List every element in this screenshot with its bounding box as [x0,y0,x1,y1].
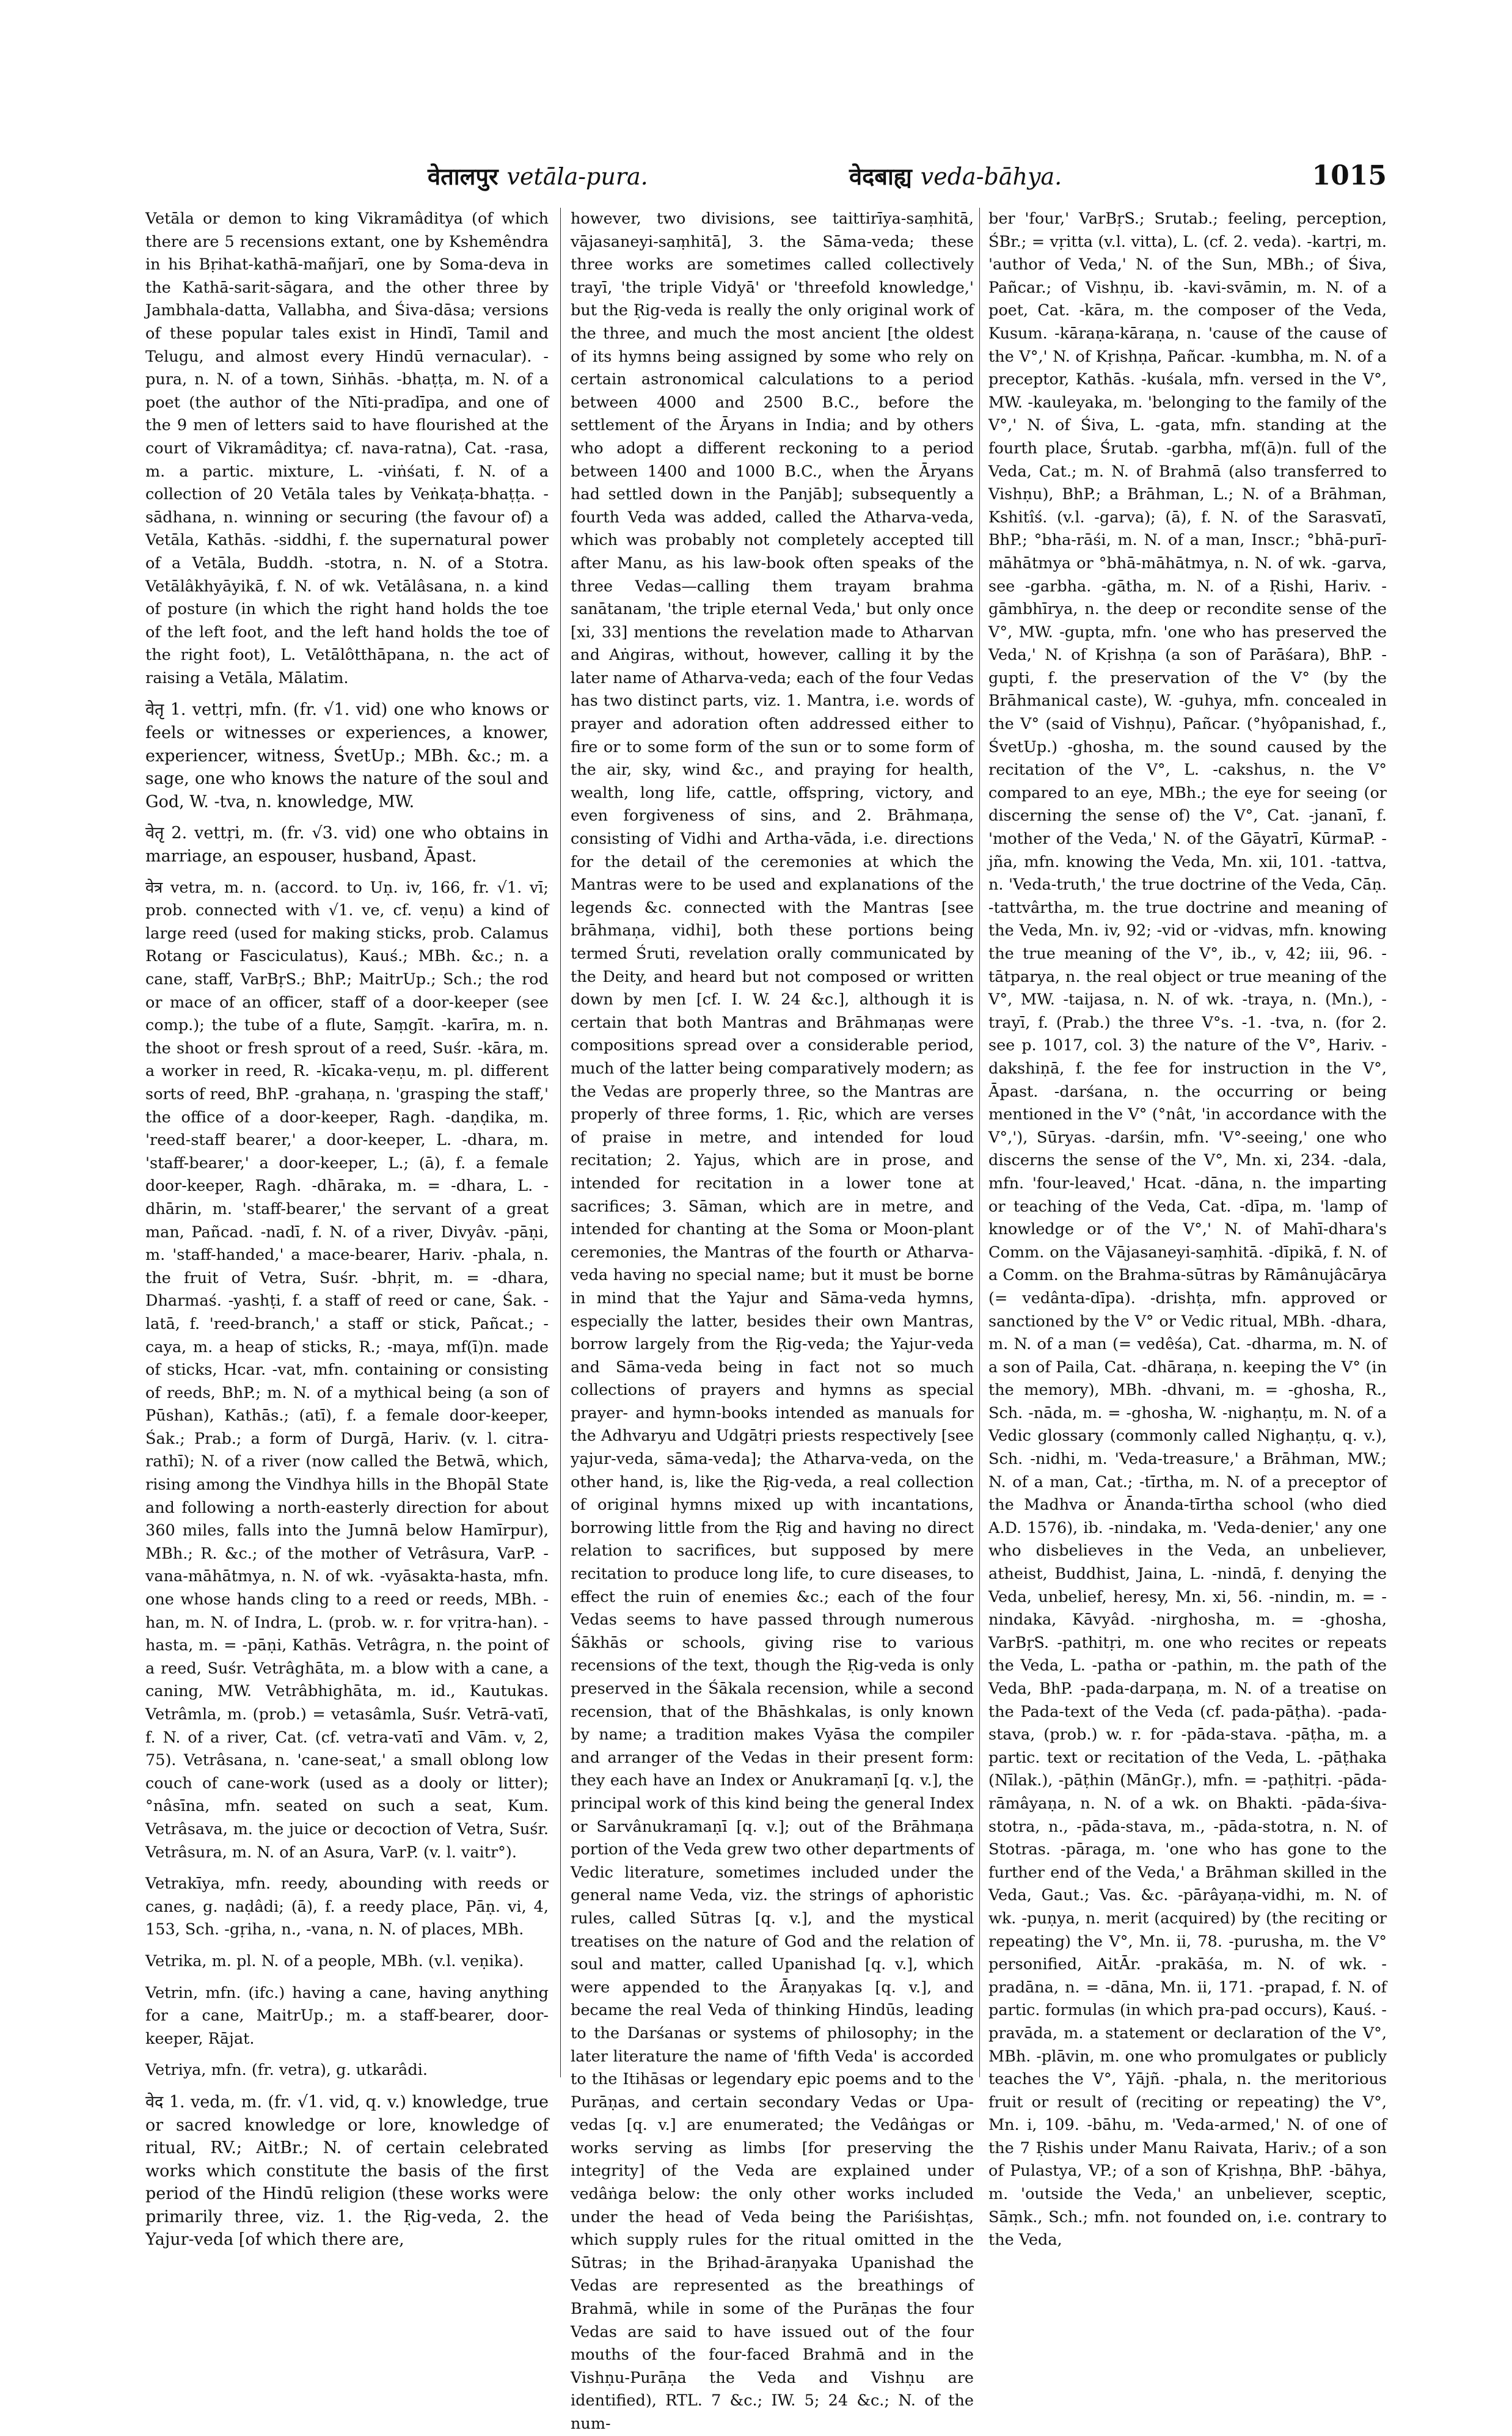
right-headword-transliteration: veda-bāhya. [920,163,1062,190]
right-headword [849,160,1062,192]
column-3 [988,208,1387,2250]
entry-veda: वेद 1. veda, m. (fr. √1. vid, q. v.) knowledge, true or sacred knowledge or lore, knowledge of ritual, RV.; AitBr.; N. of certain celebrated works which constitute the basis of the first period of the Hindū religion (these works were primarily three, viz. 1. the Ṛig-veda, 2. the Yajur-veda [of which there are, [145,2092,549,2250]
entry-vetala-compounds: Vetāla or demon to king Vikramâditya (of which there are 5 recensions extant, one by Kshemêndra in his Bṛihat-kathā-mañjarī, one by Soma-deva in the Kathā-sarit-sāgara, and the other three by Jambhala-datta, Vallabha, and Śiva-dāsa; versions of these popular tales exist in Hindī, Tamil and Telugu, and almost every Hindū vernacular). -pura, n. N. of a town, Siṅhās. -bhaṭṭa, m. N. of a poet (the author of the Nīti-pradīpa, and one of the 9 men of letters said to have flourished at the court of Vikramâditya; cf. nava-ratna), Cat. -rasa, m. a partic. mixture, L. -viṅśati, f. N. of a collection of 20 Vetāla tales by Veṅkaṭa-bhaṭṭa. -sādhana, n. winning or securing (the favour of) a Vetāla, Kathās. -siddhi, f. the supernatural power of a Vetāla, Buddh. -stotra, n. N. of a Stotra. Vetālâkhyāyikā, f. N. of wk. Vetālâsana, n. a kind of posture (in which the right hand holds the toe of the left foot, and the left hand holds the toe of the right foot), L. Vetālôtthāpana, n. the act of raising a Vetāla, Mālatim. [145,210,549,687]
entry-veda-continued: however, two divisions, see taittirīya-saṃhitā, vājasaneyi-saṃhitā], 3. the Sāma-veda; these three works are sometimes called collectively trayī, 'the triple Vidyā' or 'threefold knowledge,' but the Ṛig-veda is really the only original work of the three, and much the most ancient [the oldest of its hymns being assigned by some who rely on certain astronomical calculations to a period between 4000 and 2500 B.C., before the settlement of the Āryans in India; and by others who adopt a different reckoning to a period between 1400 and 1000 B.C., when the Āryans had settled down in the Panjāb]; subsequently a fourth Veda was added, called the Atharva-veda, which was probably not completely accepted till after Manu, as his law-book often speaks of the three Vedas—calling them trayam brahma sanātanam, 'the triple eternal Veda,' but only once [xi, 33] mentions the revelation made to Atharvan and Aṅgiras, without, however, calling it by the later name of Atharva-veda; each of the four Vedas has two distinct parts, viz. 1. Mantra, i.e. words of prayer and adoration often addressed either to fire or to some form of the sun or to some form of the air, sky, wind &c., and praying for health, wealth, long life, cattle, offspring, victory, and even forgiveness of sins, and 2. Brāhmaṇa, consisting of Vidhi and Artha-vāda, i.e. directions for the detail of the ceremonies at which the Mantras were to be used and explanations of the legends &c. connected with the Mantras [see brāhmaṇa, vidhi], both these portions being termed Śruti, revelation orally communicated by the Deity, and heard but not composed or written down by men [cf. I. W. 24 &c.], although it is certain that both Mantras and Brāhmaṇas were compositions spread over a considerable period, much of the latter being comparatively modern; as the Vedas are properly three, so the Mantras are properly of three forms, 1. Ṛic, which are verses of praise in metre, and intended for loud recitation; 2. Yajus, which are in prose, and intended for recitation in a lower tone at sacrifices; 3. Sāman, which are in metre, and intended for chanting at the Soma or Moon-plant ceremonies, the Mantras of the fourth or Atharva-veda having no special name; but it must be borne in mind that the Yajur and Sāma-veda hymns, especially the latter, besides their own Mantras, borrow largely from the Ṛig-veda; the Yajur-veda and Sāma-veda being in fact not so much collections of prayers and hymns as special prayer- and hymn-books intended as manuals for the Adhvaryu and Udgātṛi priests respectively [see yajur-veda, sāma-veda]; the Atharva-veda, on the other hand, is, like the Ṛig-veda, a real collection of original hymns mixed up with incantations, borrowing little from the Ṛig and having no direct relation to sacrifices, but supposed by mere recitation to produce long life, to cure diseases, to effect the ruin of enemies &c.; each of the four Vedas seems to have passed through numerous Śākhās or schools, giving rise to various recensions of the text, though the Ṛig-veda is only preserved in the Śākala recension, while a second recension, that of the Bhāshkalas, is only known by name; a tradition makes Vyāsa the compiler and arranger of the Vedas in their present form: they each have an Index or Anukramaṇī [q. v.], the principal work of this kind being the general Index or Sarvânukramaṇī [q. v.]; out of the Brāhmaṇa portion of the Veda grew two other departments of Vedic literature, sometimes included under the general name Veda, viz. the strings of aphoristic rules, called Sūtras [q. v.], and the mystical treatises on the nature of God and the relation of soul and matter, called Upanishad [q. v.], which were appended to the Āraṇyakas [q. v.], and became the real Veda of thinking Hindūs, leading to the Darśanas or systems of philosophy; in the later literature the name of 'fifth Veda' is accorded to the Itihāsas or legendary epic poems and to the Purāṇas, and certain secondary Vedas or Upa-vedas [q. v.] are enumerated; the Vedâṅgas or works serving as limbs [for preserving the integrity] of the Veda are explained under vedâṅga below: the only other works included under the head of Veda being the Pariśishṭas, which supply rules for the ritual omitted in the Sūtras; in the Bṛihad-āraṇyaka Upanishad the Vedas are represented as the breathings of Brahmā, while in some of the Purāṇas the four Vedas are said to have issued out of the four mouths of the four-faced Brahmā and in the Vishṇu-Purāṇa the Veda and Vishṇu are identified), RTL. 7 &c.; IW. 5; 24 &c.; N. of the num- [571,210,974,2433]
left-headword-devanagari: वेतालपुर [428,163,499,190]
entry-vetriya: Vetriya, mfn. (fr. vetra), g. utkarâdi. [145,2061,428,2080]
entry-vettri-1: वेतृ 1. vettṛi, mfn. (fr. √1. vid) one who knows or feels or witnesses or experiences, a knower, experiencer, witness, ŚvetUp.; MBh. &c.; m. a sage, one who knows the nature of the soul and God, W. -tva, n. knowledge, MW. [145,700,549,811]
left-headword [428,160,648,192]
column-1 [145,208,549,2250]
column-2 [571,208,974,2433]
left-headword-transliteration: vetāla-pura. [506,163,648,190]
entry-vetra: वेत्र vetra, m. n. (accord. to Uṇ. iv, 166, fr. √1. vī; prob. connected with √1. ve, cf. veṇu) a kind of large reed (used for making sticks, prob. Calamus Rotang or Fasciculatus), Kauś.; MBh. &c.; n. a cane, staff, VarBṛS.; BhP.; MaitrUp.; Sch.; the rod or mace of an officer, staff of a door-keeper (see comp.); the tube of a flute, Saṃgīt. -karīra, m. n. the shoot or fresh sprout of a reed, Suśr. -kāra, m. a worker in reed, R. -kīcaka-veṇu, m. pl. different sorts of reed, BhP. -grahaṇa, n. 'grasping the staff,' the office of a door-keeper, Ragh. -daṇḍika, m. 'reed-staff bearer,' a door-keeper, L. -dhara, m. 'staff-bearer,' a door-keeper, L.; (ā), f. a female door-keeper, Ragh. -dhāraka, m. = -dhara, L. -dhārin, m. 'staff-bearer,' the servant of a great man, Pañcad. -nadī, f. N. of a river, Divyâv. -pāṇi, m. 'staff-handed,' a mace-bearer, Hariv. -phala, n. the fruit of Vetra, Suśr. -bhṛit, m. = -dhara, Dharmaś. -yashṭi, f. a staff of reed or cane, Śak. -latā, f. 'reed-branch,' a staff or stick, Pañcat.; -caya, m. a heap of sticks, R.; -maya, mf(ī)n. made of sticks, Hcar. -vat, mfn. containing or consisting of reeds, BhP.; m. N. of a mythical being (a son of Pūshan), Kathās.; (atī), f. a female door-keeper, Śak.; Prab.; a form of Durgā, Hariv. (v. l. citra-rathī); N. of a river (now called the Betwā, which, rising among the Vindhya hills in the Bhopāl State and following a north-easterly direction for about 360 miles, falls into the Jumnā below Hamīrpur), MBh.; R. &c.; of the mother of Vetrâsura, VarP. -vana-māhātmya, n. N. of wk. -vyāsakta-hasta, mfn. one whose hands cling to a reed or reeds, MBh. -han, m. N. of Indra, L. (prob. w. r. for vṛitra-han). -hasta, m. = -pāṇi, Kathās. Vetrâgra, n. the point of a reed, Suśr. Vetrâghāta, m. a blow with a cane, a caning, MW. Vetrâbhighāta, m. id., Kautukas. Vetrâmla, m. (prob.) = vetasâmla, Suśr. Vetrā-vatī, f. N. of a river, Cat. (cf. vetra-vatī and Vām. v, 2, 75). Vetrâsana, n. 'cane-seat,' a small oblong low couch of cane-work (used as a dooly or litter); °nâsīna, mfn. seated on such a seat, Kum. Vetrâsava, m. the juice or decoction of Vetra, Suśr. Vetrâsura, m. N. of an Asura, VarP. (v. l. vaitr°). [145,878,549,1862]
page-number: 1015 [1312,160,1387,191]
page-header [141,160,1387,203]
entry-vettri-2: वेतृ 2. vettṛi, m. (fr. √3. vid) one who obtains in marriage, an espouser, husband, Āpast. [145,824,549,866]
right-headword-devanagari: वेदबाह्य [849,163,912,190]
entry-veda-compounds: ber 'four,' VarBṛS.; Srutab.; feeling, perception, ŚBr.; = vṛitta (v.l. vitta), L. (cf. 2. veda). -kartṛi, m. 'author of Veda,' N. of the Sun, MBh.; of Śiva, Pañcar.; of Vishṇu, ib. -kavi-svāmin, m. N. of a poet, Cat. -kāra, m. the composer of the Veda, Kusum. -kāraṇa-kāraṇa, n. 'cause of the cause of the V°,' N. of Kṛishṇa, Pañcar. -kumbha, m. N. of a preceptor, Kathās. -kuśala, mfn. versed in the V°, MW. -kauleyaka, m. 'belonging to the family of the V°,' N. of Śiva, L. -gata, mfn. standing at the fourth place, Śrutab. -garbha, mf(ā)n. full of the Veda, Cat.; m. N. of Brahmā (also transferred to Vishṇu), BhP.; a Brāhman, L.; N. of a Brāhman, Kshitîś. (v.l. -garva); (ā), f. N. of the Sarasvatī, BhP.; °bha-rāśi, m. N. of a man, Inscr.; °bhā-purī-māhātmya or °bhā-māhātmya, n. N. of wk. -garva, see -garbha. -gātha, m. N. of a Ṛishi, Hariv. -gāmbhīrya, n. the deep or recondite sense of the V°, MW. -gupta, mfn. 'one who has preserved the Veda,' N. of Kṛishṇa (a son of Parāśara), BhP. -gupti, f. the preservation of the V° (by the Brāhmanical caste), W. -guhya, mfn. concealed in the V° (said of Vishṇu), Pañcar. (°hyôpanishad, f., ŚvetUp.) -ghosha, m. the sound caused by the recitation of the V°, L. -cakshus, n. the V° compared to an eye, MBh.; the eye for seeing (or discerning the sense of) the V°, Cat. -jananī, f. 'mother of the Veda,' N. of the Gāyatrī, KūrmaP. -jña, mfn. knowing the Veda, Mn. xii, 101. -tattva, n. 'Veda-truth,' the true doctrine of the Veda, Cāṇ. -tattvârtha, m. the true doctrine and meaning of the Veda, Mn. iv, 92; -vid or -vidvas, mfn. knowing the true meaning of the V°, ib., v, 42; iii, 96. -tātparya, n. the real object or true meaning of the V°, MW. -taijasa, n. N. of wk. -traya, n. (Mn.), -trayī, f. (Prab.) the three V°s. -1. -tva, n. (for 2. see p. 1017, col. 3) the nature of the V°, Hariv. -dakshiṇā, f. the fee for instruction in the V°, Āpast. -darśana, n. the occurring or being mentioned in the V° (°nât, 'in accordance with the V°,'), Sūryas. -darśin, mfn. 'V°-seeing,' one who discerns the sense of the V°, Mn. xi, 234. -dala, mfn. 'four-leaved,' Hcat. -dāna, n. the imparting or teaching of the Veda, Cat. -dīpa, m. 'lamp of knowledge or of the V°,' N. of Mahī-dhara's Comm. on the Vājasaneyi-saṃhitā. -dīpikā, f. N. of a Comm. on the Brahma-sūtras by Rāmânujâcārya (= vedânta-dīpa). -drishṭa, mfn. approved or sanctioned by the V° or Vedic ritual, MBh. -dhara, m. N. of a man (= vedêśa), Cat. -dharma, m. N. of a son of Paila, Cat. -dhāraṇa, n. keeping the V° (in the memory), MBh. -dhvani, m. = -ghosha, R., Sch. -nāda, m. = -ghosha, W. -nighaṇṭu, m. N. of a Vedic glossary (commonly called Nighaṇṭu, q. v.), Sch. -nidhi, m. 'Veda-treasure,' a Brāhman, MW.; N. of a man, Cat.; -tīrtha, m. N. of a preceptor of the Madhva or Ānanda-tīrtha school (who died A.D. 1576), ib. -nindaka, m. 'Veda-denier,' any one who disbelieves in the Veda, an unbeliever, atheist, Buddhist, Jaina, L. -nindā, f. denying the Veda, unbelief, heresy, Mn. xi, 56. -nindin, m. = -nindaka, Kāvyâd. -nirghosha, m. = -ghosha, VarBṛS. -pathitṛi, m. one who recites or repeats the Veda, L. -patha or -pathin, m. the path of the Veda, BhP. -pada-darpaṇa, m. N. of a treatise on the Pada-text of the Veda (cf. pada-pāṭha). -pada-stava, (prob.) w. r. for -pāda-stava. -pāṭha, m. a partic. text or recitation of the Veda, L. -pāṭhaka (Nīlak.), -pāṭhin (MānGṛ.), mfn. = -paṭhitṛi. -pāda-rāmâyaṇa, n. N. of a wk. on Bhakti. -pāda-śiva-stotra, n., -pāda-stava, m., -pāda-stotra, n. N. of Stotras. -pāraga, m. 'one who has gone to the further end of the Veda,' a Brāhman skilled in the Veda, Gaut.; Vas. &c. -pārâyaṇa-vidhi, m. N. of wk. -puṇya, n. merit (acquired) by (the reciting or repeating) the V°, Mn. ii, 78. -purusha, m. the V° personified, AitĀr. -prakāśa, m. N. of wk. -pradāna, n. = -dāna, Mn. ii, 171. -prapad, f. N. of partic. formulas (in which pra-pad occurs), Kauś. -pravāda, m. a statement or declaration of the V°, MBh. -plāvin, m. one who promulgates or publicly teaches the V°, Yājñ. -phala, n. the meritorious fruit or result of (reciting or repeating) the V°, Mn. i, 109. -bāhu, m. 'Veda-armed,' N. of one of the 7 Ṛishis under Manu Raivata, Hariv.; of a son of Pulastya, VP.; of a son of Kṛishṇa, BhP. -bāhya, m. 'outside the Veda,' an unbeliever, sceptic, Sāṃk., Sch.; mfn. not founded on, i.e. contrary to the Veda, [988,210,1387,2250]
entry-vetrika: Vetrika, m. pl. N. of a people, MBh. (v.l. veṇika). [145,1951,524,1970]
entry-vetrakiya: Vetrakīya, mfn. reedy, abounding with reeds or canes, g. naḍâdi; (ā), f. a reedy place, Pāṇ. vi, 4, 153, Sch. -gṛiha, n., -vana, n. N. of places, MBh. [145,1875,549,1939]
entry-vetrin: Vetrin, mfn. (ifc.) having a cane, having anything for a cane, MaitrUp.; m. a staff-bearer, door-keeper, Rājat. [145,1983,549,2048]
dictionary-body [145,208,1387,2433]
